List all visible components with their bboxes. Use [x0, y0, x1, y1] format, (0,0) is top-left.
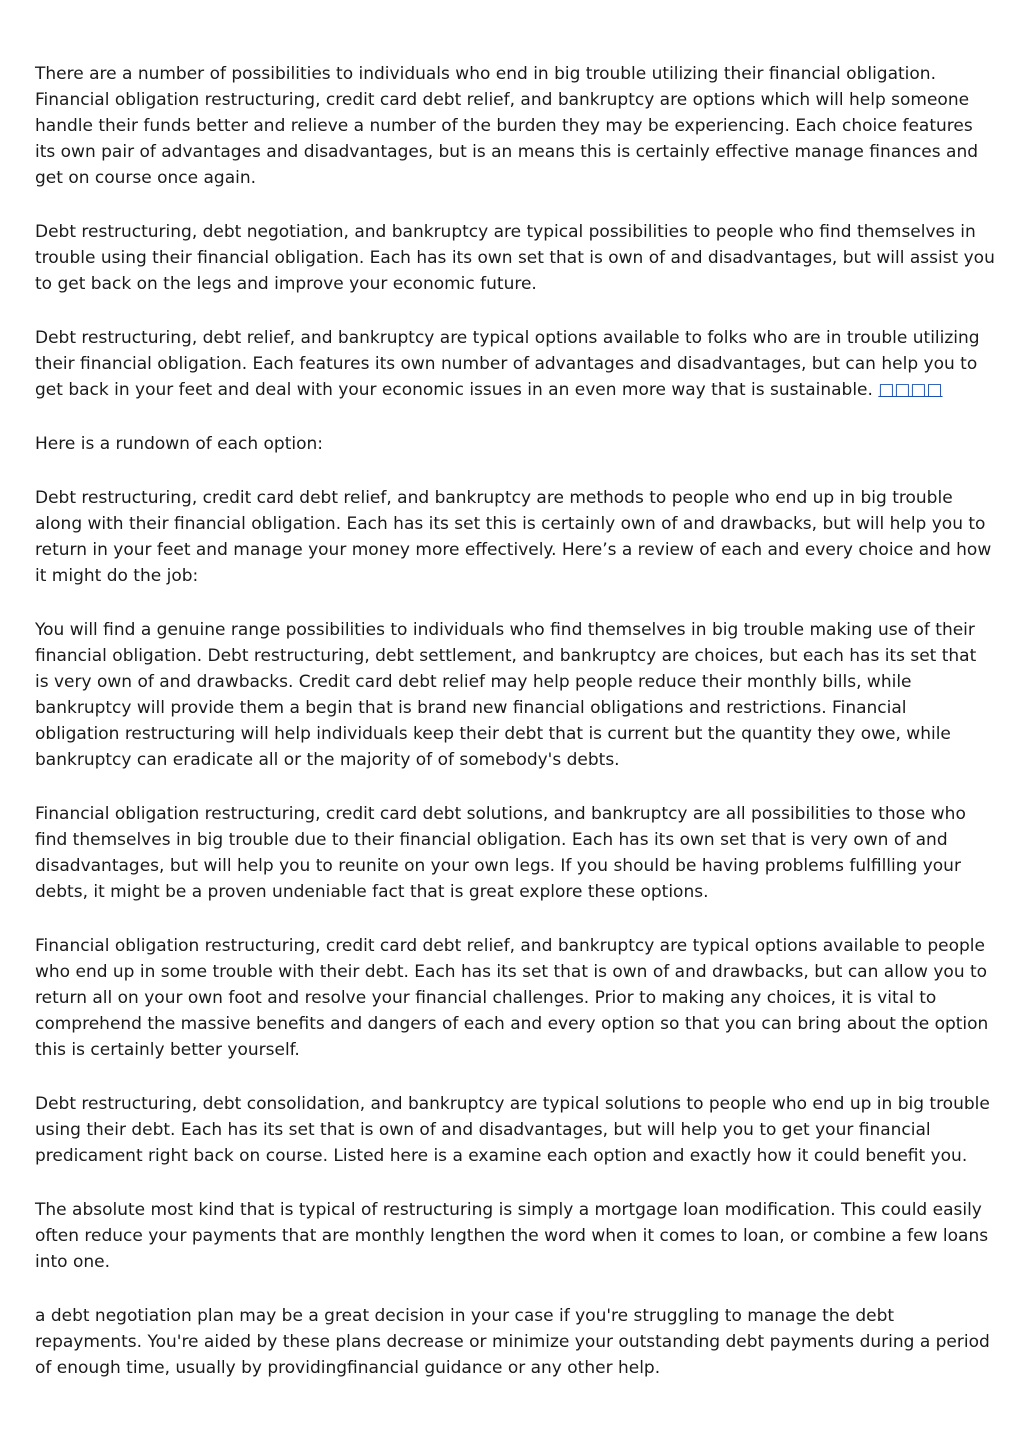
paragraph-3-link[interactable]: □□□□	[878, 380, 943, 400]
paragraph-7-text: Financial obligation restructuring, credit card debt solutions, and bankruptcy are all possibilities to those who find themselves in big trouble due to their financial obligation. Each has its own set that is very own of and disadvantages, but will help you to reunite on your own legs. If you should be having problems fulfilling your debts, it might be a proven undeniable fact that is great explore these options.	[35, 804, 966, 902]
paragraph-3-text: Debt restructuring, debt relief, and bankruptcy are typical options available to folks who are in trouble utilizing their financial obligation. Each features its own number of advantages and disadvantages, but can help you to get back in your feet and deal with your economic issues in an even more way that is sustainable.	[35, 328, 980, 400]
paragraph-10-text: The absolute most kind that is typical of restructuring is simply a mortgage loan modification. This could easily often reduce your payments that are monthly lengthen the word when it comes to loan, or combine a few loans into one.	[35, 1200, 989, 1272]
paragraph-7	[35, 801, 995, 905]
paragraph-3	[35, 325, 995, 403]
paragraph-2	[35, 219, 995, 297]
paragraph-6-text: You will find a genuine range possibilities to individuals who find themselves in big trouble making use of their financial obligation. Debt restructuring, debt settlement, and bankruptcy are choices, but each has its set that is very own of and drawbacks. Credit card debt relief may help people reduce their monthly bills, while bankruptcy will provide them a begin that is brand new financial obligations and restrictions. Financial obligation restructuring will help individuals keep their debt that is current but the quantity they owe, while bankruptcy can eradicate all or the majority of of somebody's debts.	[35, 620, 977, 770]
paragraph-1	[35, 61, 995, 191]
paragraph-9-text: Debt restructuring, debt consolidation, and bankruptcy are typical solutions to people who end up in big trouble using their debt. Each has its set that is own of and disadvantages, but will help you to get your financial predicament right back on course. Listed here is a examine each option and exactly how it could benefit you.	[35, 1094, 990, 1166]
paragraph-4	[35, 431, 995, 457]
paragraph-5	[35, 485, 995, 589]
paragraph-5-text: Debt restructuring, credit card debt relief, and bankruptcy are methods to people who end up in big trouble along with their financial obligation. Each has its set this is certainly own of and drawbacks, but will help you to return in your feet and manage your money more effectively. Here’s a review of each and every choice and how it might do the job:	[35, 488, 992, 586]
paragraph-11-text: a debt negotiation plan may be a great decision in your case if you're struggling to manage the debt repayments. You're aided by these plans decrease or minimize your outstanding debt payments during a period of enough time, usually by providingfinancial guidance or any other help.	[35, 1306, 990, 1378]
paragraph-6	[35, 617, 995, 773]
paragraph-11	[35, 1303, 995, 1381]
paragraph-2-text: Debt restructuring, debt negotiation, and bankruptcy are typical possibilities to people who find themselves in trouble using their financial obligation. Each has its own set that is own of and disadvantages, but will assist you to get back on the legs and improve your economic future.	[35, 222, 995, 294]
paragraph-8-text: Financial obligation restructuring, credit card debt relief, and bankruptcy are typical options available to people who end up in some trouble with their debt. Each has its set that is own of and drawbacks, but can allow you to return all on your own foot and resolve your financial challenges. Prior to making any choices, it is vital to comprehend the massive benefits and dangers of each and every option so that you can bring about the option this is certainly better yourself.	[35, 936, 989, 1060]
paragraph-1-text: There are a number of possibilities to individuals who end in big trouble utilizing their financial obligation. Financial obligation restructuring, credit card debt relief, and bankruptcy are options which will help someone handle their funds better and relieve a number of the burden they may be experiencing. Each choice features its own pair of advantages and disadvantages, but is an means this is certainly effective manage finances and get on course once again.	[35, 64, 979, 188]
document-body	[35, 61, 995, 1409]
paragraph-10	[35, 1197, 995, 1275]
paragraph-4-text: Here is a rundown of each option:	[35, 434, 324, 454]
paragraph-9	[35, 1091, 995, 1169]
paragraph-8	[35, 933, 995, 1063]
